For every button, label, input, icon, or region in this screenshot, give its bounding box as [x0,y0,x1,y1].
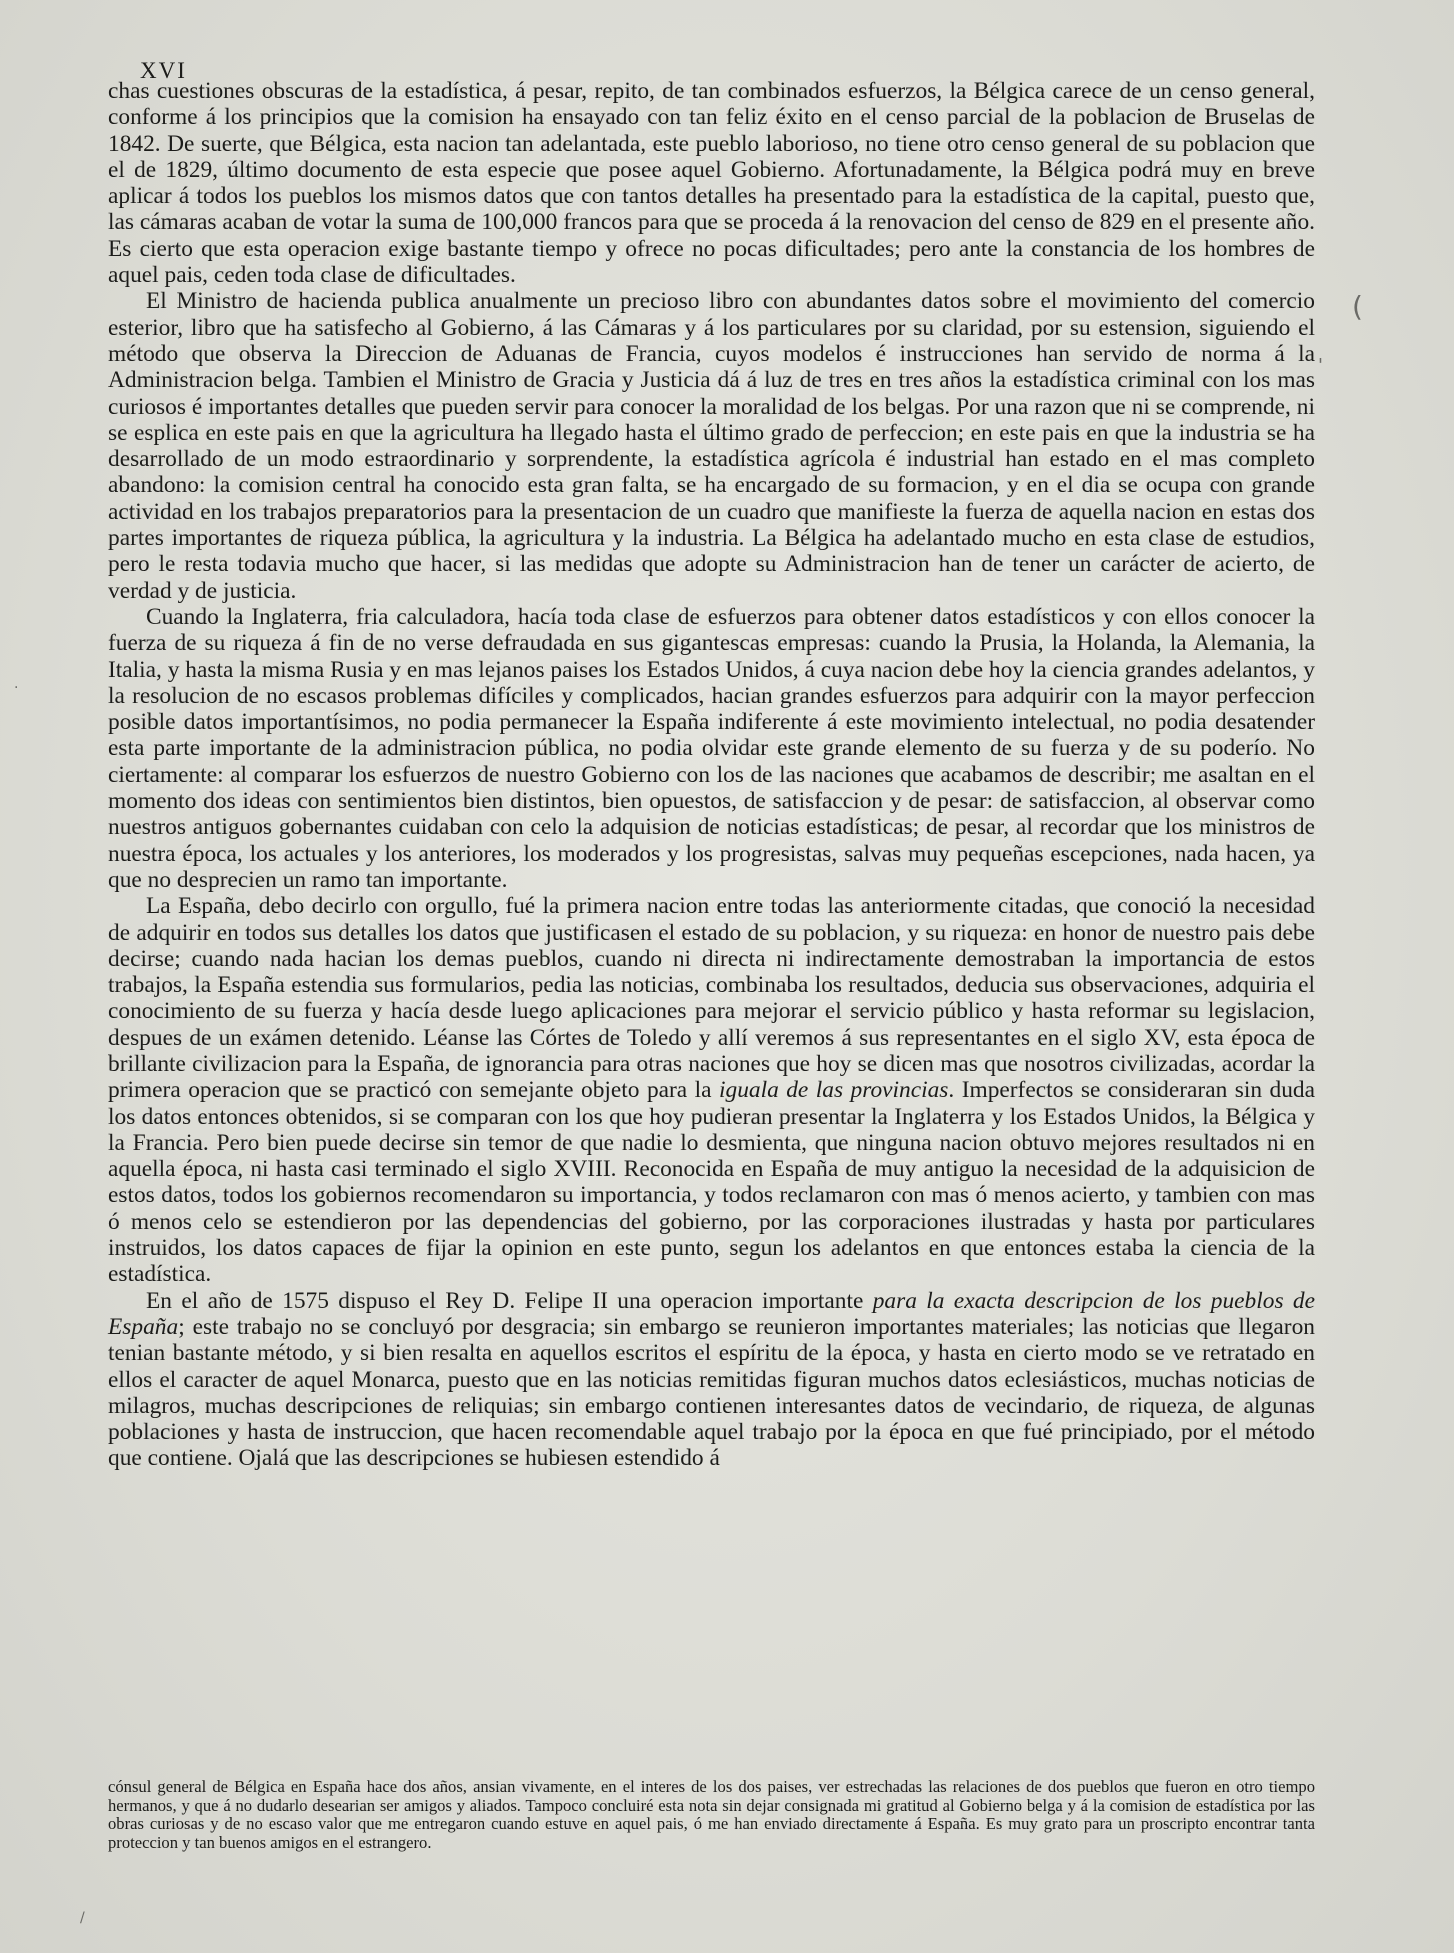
paragraph-4-text-b: . Imperfectos se consideraran sin duda los datos entonces obtenidos, si se comparan con los que hoy pudieran presentar la Inglaterra y los Estados Unidos, la Bélgica y la Francia. Pero bien puede decirse sin temor de que nadie lo desmienta, que ninguna nacion obtuvo mejores resultados ni en aquella época, ni hasta casi terminado el siglo XVIII. Reconocida en España de muy antiguo la necesidad de la adquisicion de estos datos, todos los gobiernos recomendaron su importancia, y todos reclamaron con mas ó menos acierto, y tambien con mas ó menos celo se estendieron por las dependencias del gobierno, por las corporaciones ilustradas y hasta por particulares instruidos, los datos capaces de fijar la opinion en este punto, segun los adelantos en que entonces estaba la ciencia de la estadística. [108,1077,1315,1288]
paragraph-4 [108,893,1315,1287]
paragraph-5 [108,1288,1315,1472]
ink-mark: / [80,1910,85,1926]
paragraph-2: El Ministro de hacienda publica anualmente un precioso libro con abundantes datos sobre el movimiento del comercio esterior, libro que ha satisfecho al Gobierno, á las Cámaras y á los particulares por su claridad, por su estension, siguiendo el método que observa la Direccion de Aduanas de Francia, cuyos modelos é instrucciones han servido de norma á la Administracion belga. Tambien el Ministro de Gracia y Justicia dá á luz de tres en tres años la estadística criminal con los mas curiosos é importantes detalles que pueden servir para conocer la moralidad de los belgas. Por una razon que ni se comprende, ni se esplica en este pais en que la agricultura ha llegado hasta el último grado de perfeccion; en este pais en que la industria se ha desarrollado de un modo estraordinario y sorprendente, la estadística agrícola é industrial han estado en el mas completo abandono: la comision central ha conocido esta gran falta, se ha encargado de su formacion, y en el dia se ocupa con grande actividad en los trabajos preparatorios para la presentacion de un cuadro que manifieste la fuerza de aquella nacion en estas dos partes importantes de riqueza pública, la agricultura y la industria. La Bélgica ha adelantado mucho en esta clase de estudios, pero le resta todavia mucho que hacer, si las medidas que adopte su Administracion han de tener un carácter de acierto, de verdad y de justicia. [108,288,1315,604]
paragraph-4-text-a: La España, debo decirlo con orgullo, fué la primera nacion entre todas las anteriormente citadas, que conoció la necesidad de adquirir en todos sus detalles los datos que justificasen el estado de su poblacion, y su riqueza: en honor de nuestro pais debe decirse; cuando nada hacian los demas pueblos, cuando ni directa ni indirectamente demostraban la importancia de estos trabajos, la España estendia sus formularios, pedia las noticias, combinaba los resultados, deducia sus observaciones, adquiria el conocimiento de su fuerza y hacía desde luego aplicaciones para mejorar el servicio público y hasta reformar su legislacion, despues de un exámen detenido. Léanse las Córtes de Toledo y allí veremos á sus representantes en el siglo XV, esta época de brillante civilizacion para la España, de ignorancia para otras naciones que hoy se dicen mas que nosotros civilizadas, acordar la primera operacion que se practicó con semejante objeto para la [108,893,1315,1104]
main-text [108,78,1315,1472]
paragraph-4-italic: iguala de las provincias [719,1077,949,1104]
ink-mark: ( [1352,290,1363,323]
footnote [108,1778,1315,1852]
paragraph-5-italic: para la exacta descripcion de los pueblos de España [108,1287,1315,1340]
paragraph-5-text-a: En el año de 1575 dispuso el Rey D. Felipe II una operacion importante [146,1287,864,1314]
paragraph-5-text-b: ; este trabajo no se concluyó por desgracia; sin embargo se reunieron importantes materiales; las noticias que llegaron tenian bastante método, y si bien resalta en aquellos escritos el espíritu de la época, y hasta en cierto modo se ve retratado en ellos el caracter de aquel Monarca, puesto que en las noticias remitidas figuran muchos datos eclesiásticos, muchas noticias de milagros, muchas descripciones de reliquias; sin embargo contienen interesantes datos de vecindario, de riqueza, de algunas poblaciones y hasta de instruccion, que hacen recomendable aquel trabajo por la época en que fué principiado, por el método que contiene. Ojalá que las descripciones se hubiesen estendido á [108,1313,1315,1472]
footnote-text: cónsul general de Bélgica en España hace dos años, ansian vivamente, en el interes de los dos paises, ver estrechadas las relaciones de dos pueblos que fueron en otro tiempo hermanos, y que á no dudarlo desearian ser amigos y aliados. Tampoco concluiré esta nota sin dejar consignada mi gratitud al Gobierno belga y á la comision de estadística por las obras curiosas y de no escaso valor que me entregaron cuando estuve en aquel pais, ó me han enviado directamente á España. Es muy grato para un proscripto encontrar tanta proteccion y tan buenos amigos en el estrangero. [108,1777,1315,1852]
ink-mark: ' [1318,355,1323,376]
ink-mark: · [14,680,19,696]
paragraph-3: Cuando la Inglaterra, fria calculadora, hacía toda clase de esfuerzos para obtener datos estadísticos y con ellos conocer la fuerza de su riqueza á fin de no verse defraudada en sus gigantescas empresas: cuando la Prusia, la Holanda, la Alemania, la Italia, y hasta la misma Rusia y en mas lejanos paises los Estados Unidos, á cuya nacion debe hoy la ciencia grandes adelantos, y la resolucion de no escasos problemas difíciles y complicados, hacian grandes esfuerzos para adquirir con la mayor perfeccion posible datos importantísimos, no podia permanecer la España indiferente á este movimiento intelectual, no podia desatender esta parte importante de la administracion pública, no podia olvidar este grande elemento de su fuerza y de su poderío. No ciertamente: al comparar los esfuerzos de nuestro Gobierno con los de las naciones que acabamos de describir; me asaltan en el momento dos ideas con sentimientos bien distintos, bien opuestos, de satisfaccion y de pesar: de satisfaccion, al observar como nuestros antiguos gobernantes cuidaban con celo la adquision de noticias estadísticas; de pesar, al recordar que los ministros de nuestra época, los actuales y los anteriores, los moderados y los progresistas, salvas muy pequeñas escepciones, nada hacen, ya que no desprecien un ramo tan importante. [108,603,1315,893]
page-number: XVI [140,58,187,83]
paragraph-1: chas cuestiones obscuras de la estadística, á pesar, repito, de tan combinados esfuerzos, la Bélgica carece de un censo general, conforme á los principios que la comision ha ensayado con tan feliz éxito en el censo parcial de la poblacion de Bruselas de 1842. De suerte, que Bélgica, esta nacion tan adelantada, este pueblo laborioso, no tiene otro censo general de su poblacion que el de 1829, último documento de esta especie que posee aquel Gobierno. Afortunadamente, la Bélgica podrá muy en breve aplicar á todos los pueblos los mismos datos que con tantos detalles ha presentado para la estadística de la capital, puesto que, las cámaras acaban de votar la suma de 100,000 francos para que se proceda á la renovacion del censo de 829 en el presente año. Es cierto que esta operacion exige bastante tiempo y ofrece no pocas dificultades; pero ante la constancia de los hombres de aquel pais, ceden toda clase de dificultades. [108,78,1315,289]
